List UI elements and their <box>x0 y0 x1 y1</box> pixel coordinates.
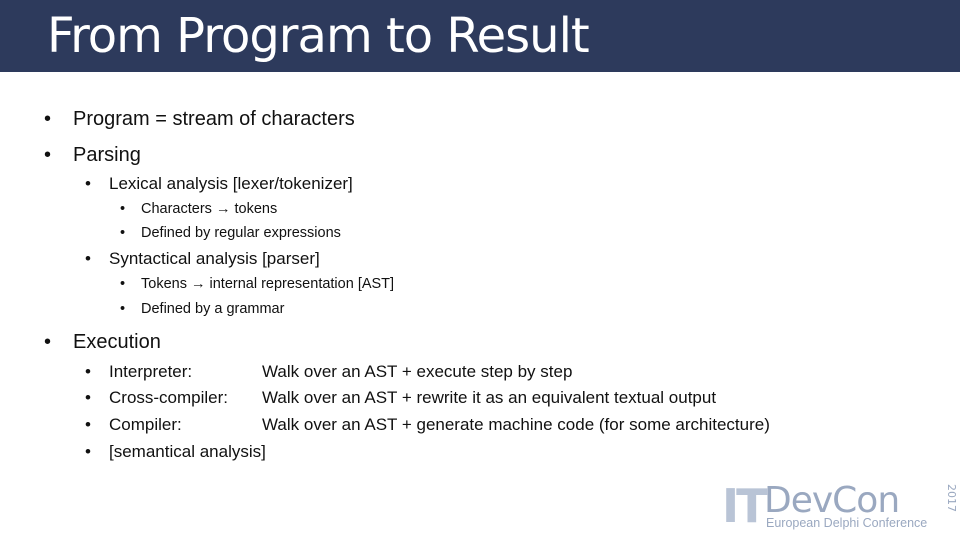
bullet-dot: • <box>85 388 91 407</box>
exec-desc-cross-compiler: Walk over an AST + rewrite it as an equivalent textual output <box>262 388 717 407</box>
bullet-dot: • <box>85 174 91 193</box>
exec-label-compiler: Compiler: <box>109 415 182 434</box>
bullet-dot: • <box>120 225 126 241</box>
logo-it: IT <box>722 479 765 533</box>
bullet-dot: • <box>85 362 91 381</box>
bullet-dot: • <box>44 331 52 353</box>
bullet-dot: • <box>120 201 126 217</box>
bullet-lexical: Lexical analysis [lexer/tokenizer] <box>109 174 353 193</box>
bullet-dot: • <box>120 276 126 292</box>
exec-label-interpreter: Interpreter: <box>109 362 193 381</box>
logo-devcon: DevCon <box>764 480 900 521</box>
bullet-dot: • <box>85 249 91 268</box>
title-bar <box>0 0 960 72</box>
bullet-dot: • <box>85 442 91 461</box>
logo-year: 2017 <box>945 484 958 512</box>
itdevcon-logo <box>722 478 958 534</box>
exec-label-cross-compiler: Cross-compiler: <box>109 388 229 407</box>
bullet-syntactical: Syntactical analysis [parser] <box>109 249 320 268</box>
bullet-dot: • <box>120 301 126 317</box>
bullet-dot: • <box>44 144 52 166</box>
bullet-characters-tokens: Characters → tokens <box>141 201 278 217</box>
bullet-defined-regex: Defined by regular expressions <box>141 225 341 241</box>
bullet-dot: • <box>44 108 52 130</box>
bullet-program: Program = stream of characters <box>73 108 355 130</box>
bullet-parsing: Parsing <box>73 144 141 166</box>
bullet-dot: • <box>85 415 91 434</box>
exec-desc-compiler: Walk over an AST + generate machine code (for some architecture) <box>262 415 770 434</box>
logo-tagline: European Delphi Conference <box>766 516 928 530</box>
exec-label-semantical: [semantical analysis] <box>109 442 266 461</box>
bullet-execution: Execution <box>73 331 161 353</box>
bullet-tokens-ast: Tokens → internal representation [AST] <box>141 276 395 292</box>
bullet-defined-grammar: Defined by a grammar <box>141 301 285 317</box>
slide-title: From Program to Result <box>47 8 589 64</box>
exec-desc-interpreter: Walk over an AST + execute step by step <box>262 362 573 381</box>
